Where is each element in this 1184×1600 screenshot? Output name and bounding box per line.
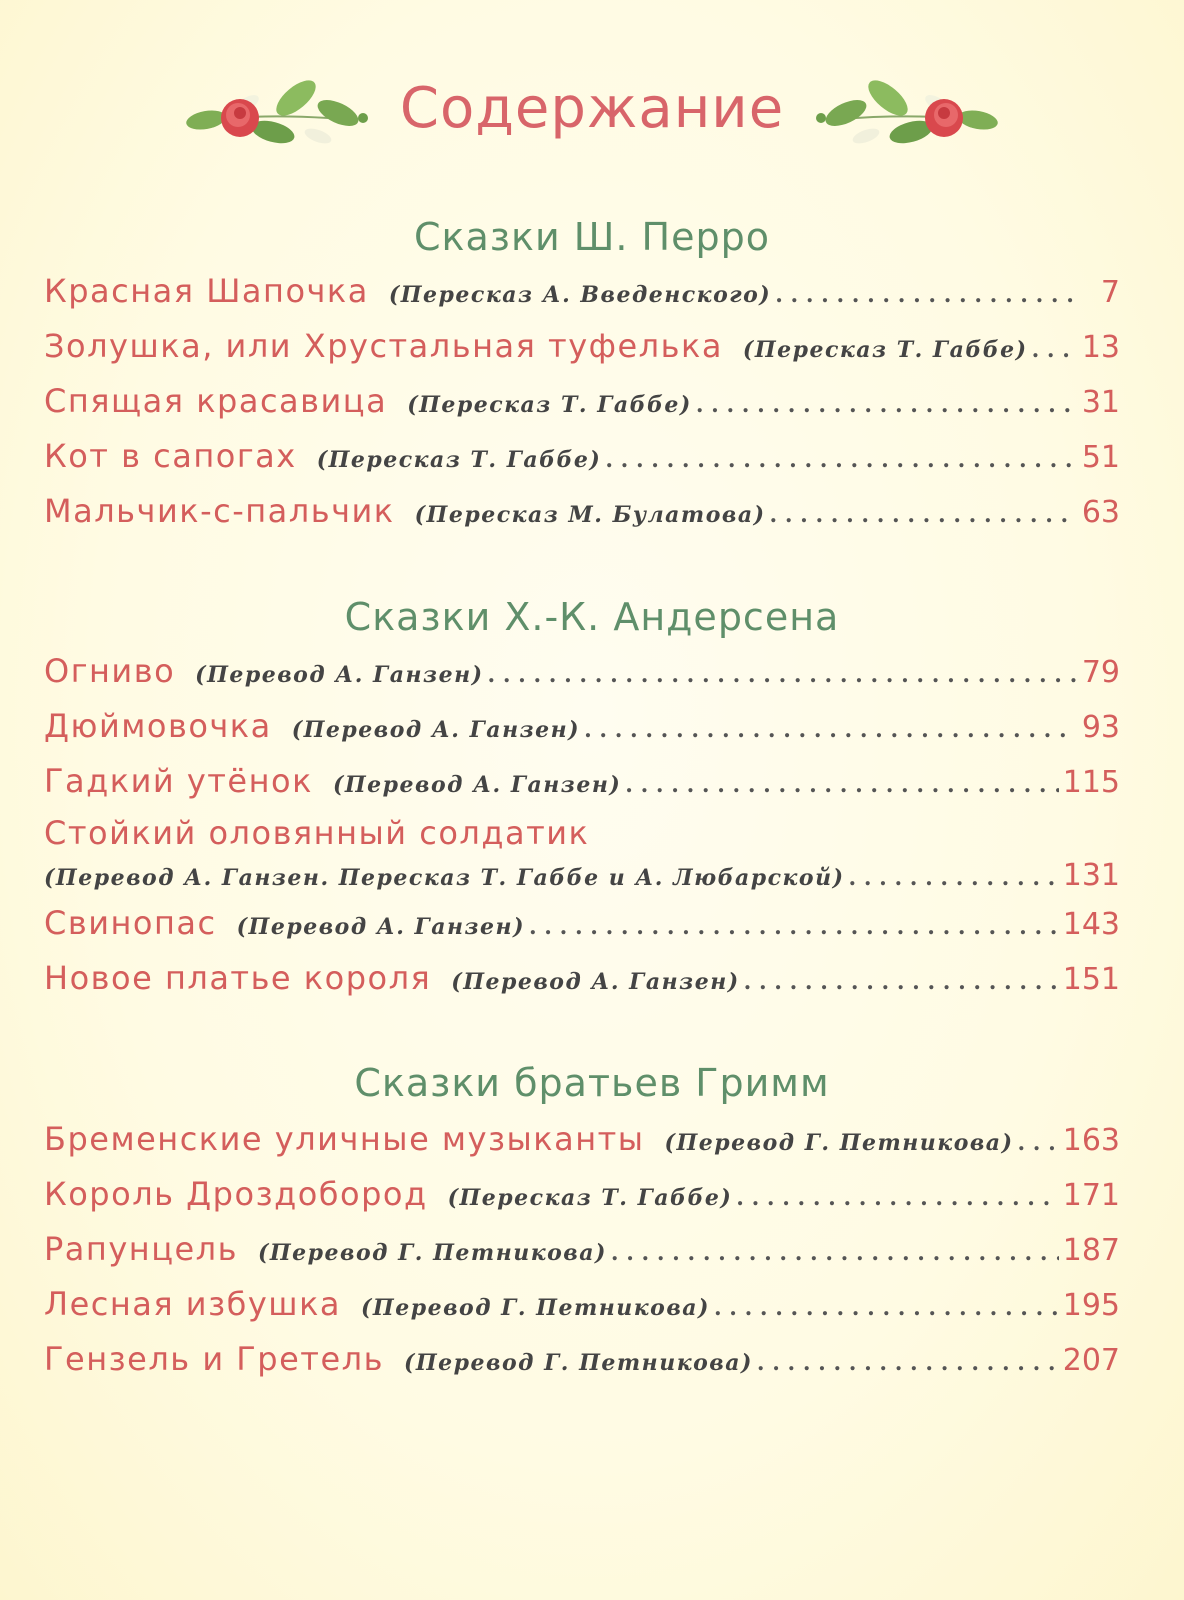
toc-entry[interactable]: [44, 904, 1120, 942]
entry-note: (Пересказ Т. Габбе): [407, 392, 692, 418]
entry-title: Король Дроздобород: [44, 1175, 428, 1213]
toc-entry[interactable]: [44, 1175, 1120, 1213]
leader-dots: [1032, 337, 1076, 363]
entry-page: 93: [1081, 710, 1120, 745]
leader-dots: [744, 969, 1059, 995]
leader-dots: [605, 447, 1076, 473]
entry-page: 207: [1062, 1343, 1120, 1378]
entry-title: Красная Шапочка: [44, 272, 369, 310]
entry-page: 7: [1100, 275, 1120, 310]
page-title: Содержание: [399, 76, 785, 141]
entry-page: 195: [1062, 1288, 1120, 1323]
entry-note: (Перевод Г. Петникова): [403, 1350, 753, 1376]
entry-page: 63: [1081, 495, 1120, 530]
entry-note: (Перевод А. Ганзен): [332, 772, 622, 798]
toc-entry[interactable]: [44, 707, 1120, 745]
entry-title: Кот в сапогах: [44, 437, 297, 475]
toc-entry[interactable]: [44, 1230, 1120, 1268]
toc-entry[interactable]: [44, 1285, 1120, 1323]
entry-page: 131: [1062, 858, 1120, 893]
entry-title: Гадкий утёнок: [44, 762, 313, 800]
toc-entry[interactable]: [44, 858, 1120, 893]
entry-page: 115: [1062, 765, 1120, 800]
entry-title[interactable]: Стойкий оловянный солдатик: [44, 814, 590, 852]
entry-note: (Пересказ А. Введенского): [388, 282, 772, 308]
entry-title: Бременские уличные музыканты: [44, 1120, 645, 1158]
entry-page: 143: [1062, 907, 1120, 942]
leader-dots: [696, 392, 1076, 418]
entry-title: Гензель и Гретель: [44, 1340, 384, 1378]
section-title-andersen: Сказки Х.-К. Андерсена: [344, 595, 840, 639]
leader-dots: [1017, 1130, 1058, 1156]
entry-note: (Пересказ Т. Габбе): [316, 447, 602, 473]
leader-dots: [611, 1240, 1059, 1266]
toc-entry[interactable]: [44, 1340, 1120, 1378]
toc-entry[interactable]: [44, 762, 1120, 800]
entry-title: Дюймовочка: [44, 707, 272, 745]
entry-title: Огниво: [44, 652, 176, 690]
toc-entry[interactable]: [44, 272, 1120, 310]
leader-dots: [849, 865, 1059, 891]
entry-title: Золушка, или Хрустальная туфелька: [44, 327, 723, 365]
entry-note: (Пересказ М. Булатова): [414, 502, 766, 528]
entry-page: 79: [1081, 655, 1120, 690]
leader-dots: [714, 1295, 1059, 1321]
toc-entry[interactable]: [44, 382, 1120, 420]
entry-title: Спящая красавица: [44, 382, 388, 420]
entry-title: Рапунцель: [44, 1230, 238, 1268]
leader-dots: [529, 914, 1059, 940]
toc-entry[interactable]: [44, 327, 1120, 365]
leader-dots: [757, 1350, 1059, 1376]
leader-dots: [736, 1185, 1058, 1211]
entry-page: 187: [1062, 1233, 1120, 1268]
entry-note: (Перевод А. Ганзен): [236, 914, 525, 940]
entry-note: (Перевод Г. Петникова): [664, 1130, 1014, 1156]
entry-title: Мальчик-с-пальчик: [44, 492, 395, 530]
rose-ornament-icon: [178, 68, 378, 158]
entry-note: (Перевод А. Ганзен. Пересказ Т. Габбе и А. Любарской): [44, 865, 845, 891]
entry-note: (Перевод Г. Петникова): [257, 1240, 607, 1266]
entry-title: Новое платье короля: [44, 959, 432, 997]
leader-dots: [584, 717, 1076, 743]
entry-page: 171: [1062, 1178, 1120, 1213]
leader-dots: [488, 662, 1076, 688]
entry-note: (Перевод А. Ганзен): [291, 717, 581, 743]
toc-entry[interactable]: [44, 1120, 1120, 1158]
leader-dots: [625, 772, 1058, 798]
contents-header: [0, 68, 1184, 158]
entry-note: (Перевод А. Ганзен): [195, 662, 484, 688]
entry-title: Свинопас: [44, 904, 217, 942]
toc-entry[interactable]: [44, 492, 1120, 530]
leader-dots: [775, 282, 1076, 308]
entry-page: 51: [1081, 440, 1120, 475]
entry-title: Лесная избушка: [44, 1285, 341, 1323]
rose-ornament-icon: [806, 68, 1006, 158]
entry-page: 163: [1062, 1123, 1120, 1158]
toc-entry[interactable]: [44, 959, 1120, 997]
toc-entry[interactable]: [44, 437, 1120, 475]
leader-dots: [770, 502, 1077, 528]
entry-note: (Перевод Г. Петникова): [361, 1295, 710, 1321]
section-title-perrault: Сказки Ш. Перро: [414, 215, 770, 259]
entry-page: 31: [1081, 385, 1120, 420]
entry-page: 151: [1062, 962, 1120, 997]
entry-note: (Перевод А. Ганзен): [451, 969, 740, 995]
entry-page: 13: [1081, 330, 1120, 365]
toc-entry[interactable]: [44, 652, 1120, 690]
entry-note: (Пересказ Т. Габбе): [742, 337, 1028, 363]
entry-note: (Пересказ Т. Габбе): [447, 1185, 733, 1211]
section-title-grimm: Сказки братьев Гримм: [354, 1061, 830, 1105]
